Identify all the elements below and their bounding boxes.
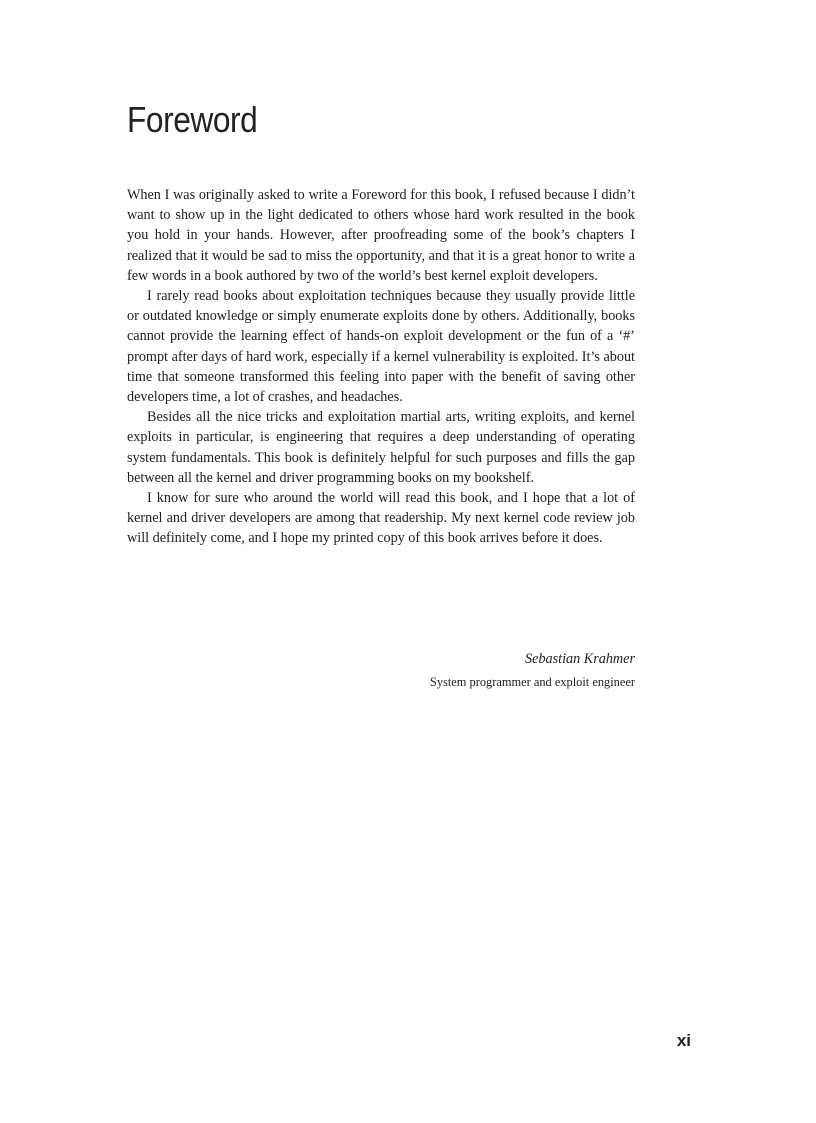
paragraph: I know for sure who around the world will read this book, and I hope that a lot of kernel and driver developers are among that readership. My next kernel code review job will definitely come, and I hope my printed copy of this book arrives before it does. — [127, 490, 635, 547]
paragraph: When I was originally asked to write a Foreword for this book, I refused because I didn’t want to show up in the light dedicated to others whose hard work resulted in the book you hold in your hands. However, after proofreading some of the book’s chapters I realized that it would be sad to miss the opportunity, and that it is a great honor to write a few words in a book authored by two of the world’s best kernel exploit developers. — [127, 187, 635, 284]
signature-role: System programmer and exploit engineer — [429, 675, 635, 689]
paragraph: I rarely read books about exploitation techniques because they usually provide little or outdated knowledge or simply enumerate exploits done by others. Additionally, books cannot provide the learning effect of hands-on exploit development or the fun of a ‘#’ prompt after days of hard work, especially if a kernel vulnerability is exploited. It’s about time that someone transformed this feeling into paper with the benefit of saving other developers time, a lot of crashes, and headaches. — [127, 288, 635, 406]
paragraph: Besides all the nice tricks and exploitation martial arts, writing exploits, and kernel exploits in particular, is engineering that requires a deep understanding of operating system fundamentals. This book is definitely helpful for such purposes and fills the gap between all the kernel and driver programming books on my bookshelf. — [127, 409, 635, 486]
page-title: Foreword — [127, 99, 258, 140]
page-number: xi — [676, 1031, 691, 1050]
foreword-body — [127, 185, 635, 549]
signature-name: Sebastian Krahmer — [525, 651, 635, 667]
